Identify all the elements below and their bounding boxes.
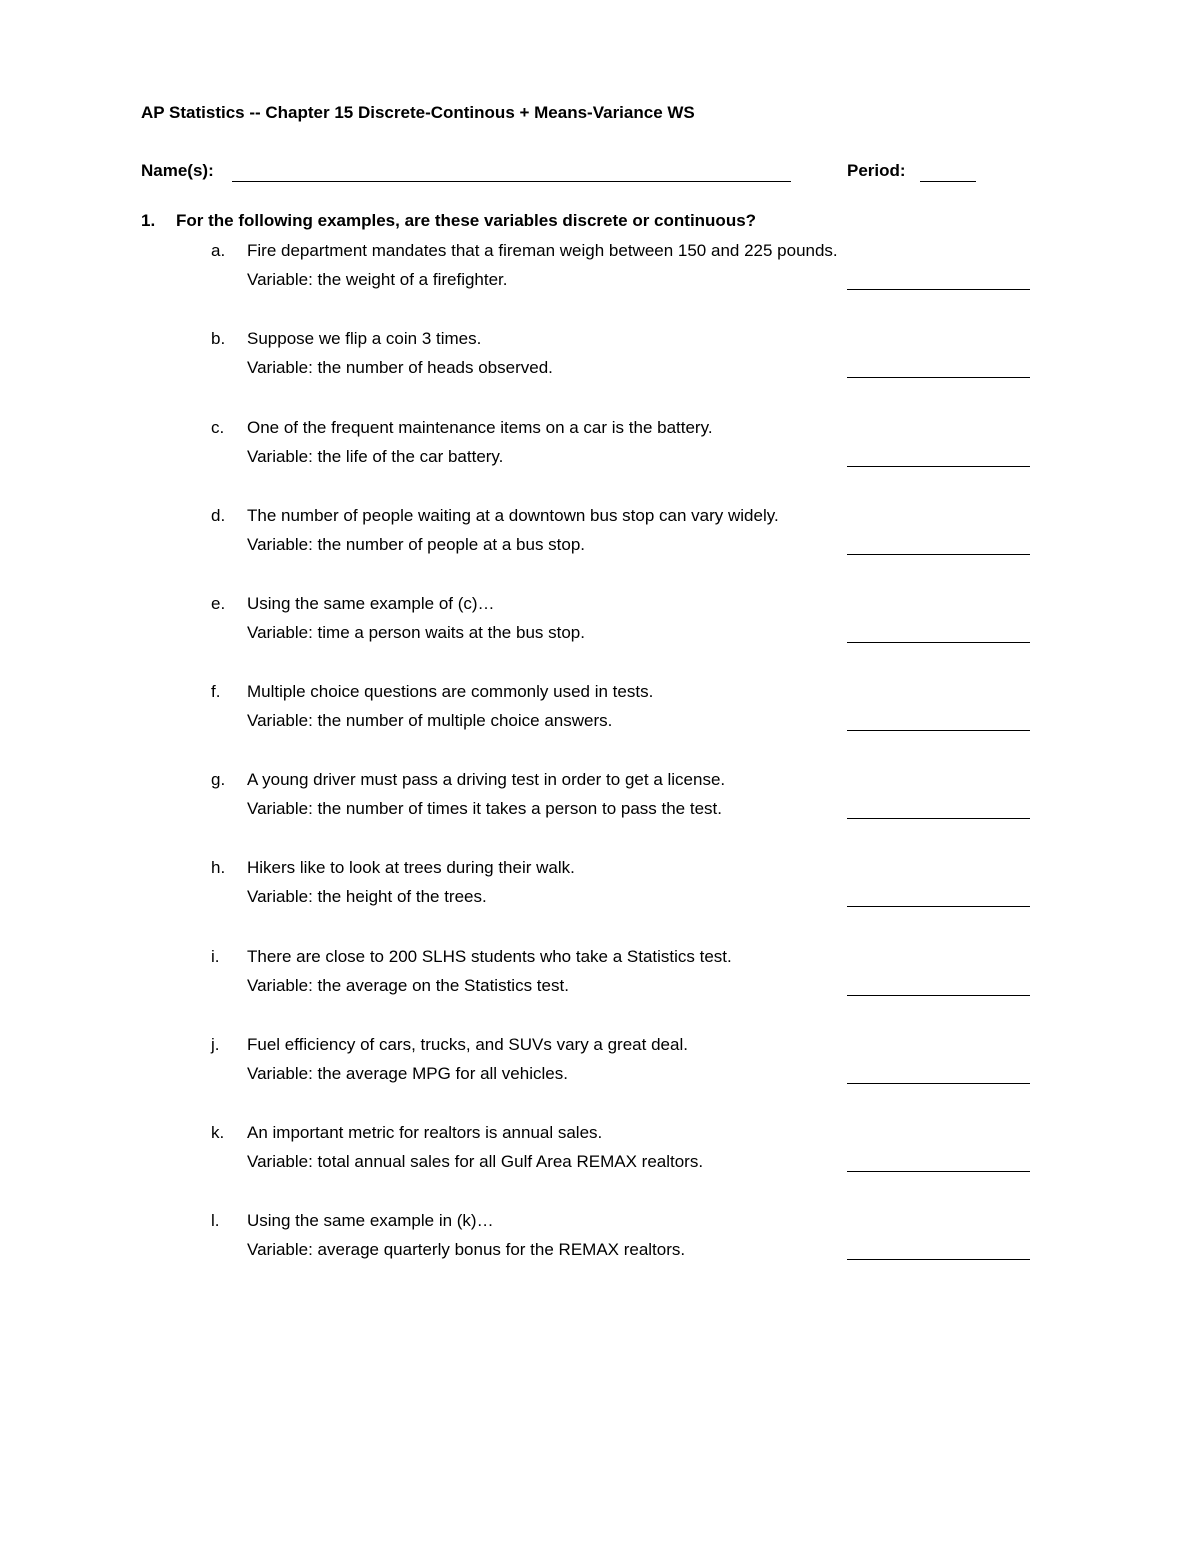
list-item: [0, 594, 1200, 654]
question-text: For the following examples, are these variables discrete or continuous?: [176, 211, 757, 230]
item-variable: Variable: the number of people at a bus stop.: [247, 535, 586, 554]
item-variable: Variable: the average MPG for all vehicles.: [247, 1064, 568, 1083]
answer-line[interactable]: [847, 906, 1030, 907]
question-1: [141, 211, 756, 231]
item-variable: Variable: time a person waits at the bus stop.: [247, 623, 585, 642]
item-variable: Variable: average quarterly bonus for the REMAX realtors.: [247, 1240, 686, 1259]
item-variable: Variable: total annual sales for all Gulf Area REMAX realtors.: [247, 1152, 704, 1171]
answer-line[interactable]: [847, 554, 1030, 555]
item-stem: A young driver must pass a driving test in order to get a license.: [247, 770, 726, 789]
item-variable: Variable: the number of heads observed.: [247, 358, 553, 377]
name-period-row: [141, 161, 1001, 185]
item-letter: g.: [211, 770, 226, 789]
item-stem: Hikers like to look at trees during their walk.: [247, 858, 575, 877]
item-variable: Variable: the life of the car battery.: [247, 447, 504, 466]
list-item: [0, 770, 1200, 830]
item-stem: Suppose we flip a coin 3 times.: [247, 329, 482, 348]
answer-line[interactable]: [847, 730, 1030, 731]
item-stem: Fuel efficiency of cars, trucks, and SUVs vary a great deal.: [247, 1035, 688, 1054]
list-item: [0, 418, 1200, 478]
item-stem: Using the same example of (c)…: [247, 594, 495, 613]
name-answer-line[interactable]: [232, 181, 791, 182]
answer-line[interactable]: [847, 995, 1030, 996]
item-letter: d.: [211, 506, 226, 525]
item-stem: Multiple choice questions are commonly used in tests.: [247, 682, 654, 701]
item-stem: An important metric for realtors is annual sales.: [247, 1123, 603, 1142]
item-stem: There are close to 200 SLHS students who take a Statistics test.: [247, 947, 732, 966]
answer-line[interactable]: [847, 818, 1030, 819]
item-letter: j.: [211, 1035, 220, 1054]
item-letter: a.: [211, 241, 226, 260]
page-title: AP Statistics -- Chapter 15 Discrete-Continous + Means-Variance WS: [141, 103, 695, 122]
item-variable: Variable: the weight of a firefighter.: [247, 270, 508, 289]
item-stem: Fire department mandates that a fireman weigh between 150 and 225 pounds.: [247, 241, 838, 260]
item-variable: Variable: the number of times it takes a person to pass the test.: [247, 799, 722, 818]
answer-line[interactable]: [847, 377, 1030, 378]
period-label: Period:: [847, 161, 906, 180]
item-variable: Variable: the number of multiple choice answers.: [247, 711, 613, 730]
period-answer-line[interactable]: [920, 181, 976, 182]
item-letter: c.: [211, 418, 225, 437]
item-variable: Variable: the height of the trees.: [247, 887, 487, 906]
list-item: [0, 329, 1200, 389]
answer-line[interactable]: [847, 466, 1030, 467]
item-letter: h.: [211, 858, 226, 877]
item-stem: Using the same example in (k)…: [247, 1211, 494, 1230]
answer-line[interactable]: [847, 1083, 1030, 1084]
answer-line[interactable]: [847, 1171, 1030, 1172]
list-item: [0, 1211, 1200, 1271]
item-variable: Variable: the average on the Statistics test.: [247, 976, 569, 995]
item-stem: One of the frequent maintenance items on a car is the battery.: [247, 418, 713, 437]
item-letter: k.: [211, 1123, 225, 1142]
list-item: [0, 241, 1200, 301]
item-letter: b.: [211, 329, 226, 348]
list-item: [0, 682, 1200, 742]
list-item: [0, 947, 1200, 1007]
item-letter: e.: [211, 594, 226, 613]
answer-line[interactable]: [847, 1259, 1030, 1260]
name-label: Name(s):: [141, 161, 214, 180]
list-item: [0, 506, 1200, 566]
answer-line[interactable]: [847, 289, 1030, 290]
list-item: [0, 1035, 1200, 1095]
item-letter: l.: [211, 1211, 220, 1230]
answer-line[interactable]: [847, 642, 1030, 643]
list-item: [0, 858, 1200, 918]
question-number: 1.: [141, 211, 156, 230]
item-stem: The number of people waiting at a downtown bus stop can vary widely.: [247, 506, 779, 525]
item-letter: f.: [211, 682, 221, 701]
item-letter: i.: [211, 947, 220, 966]
list-item: [0, 1123, 1200, 1183]
